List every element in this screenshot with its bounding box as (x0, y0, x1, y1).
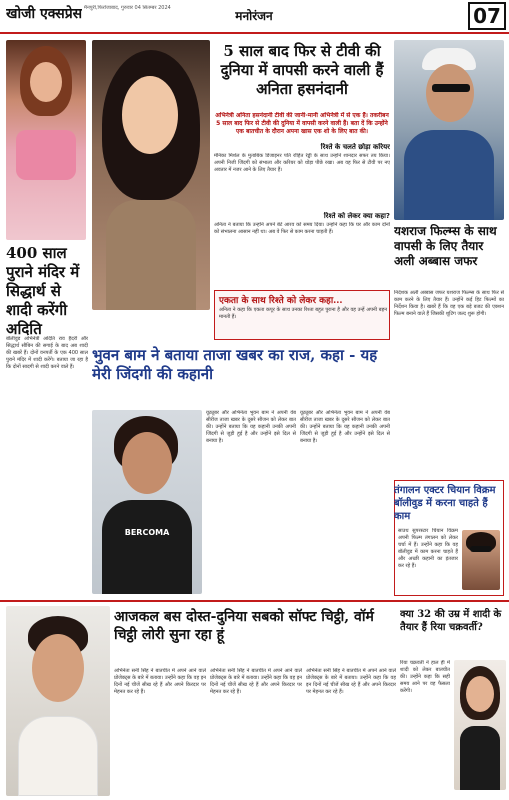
vikram-photo (462, 530, 500, 590)
sunny-photo (6, 606, 110, 796)
section-title: मनोरंजन (235, 9, 273, 23)
ali-abbas-headline: यशराज फिल्म्स के साथ वापसी के लिए तैयार अली अब्बास जफर (394, 224, 497, 268)
anita-photo (92, 40, 210, 310)
siddharth-body: बॉलीवुड अभिनेत्री अदिति राव हैदरी और सिद्धार्थ सौबिन की सगाई के बाद अब शादी की खबरें हैं। दोनों वनपर्ती के एक 400 साल पुराने मंदिर में शादी करेंगे। बताया जा रहा है कि दोनों सादगी से शादी करने वाले हैं। (6, 336, 88, 370)
anita-headline: 5 साल बाद फिर से टीवी की दुनिया में वापसी करने वाली हैं अनिता हसनंदानी (220, 42, 384, 98)
bhuvan-body-col2: यूट्यूबर और अभिनेता भुवन बाम ने अपनी वेब सीरीज ताजा खबर के दूसरे सीजन को लेकर बात की। उन्होंने बताया कि यह कहानी उनकी अपनी जिंदगी से जुड़ी हुई है और उन्होंने इसे दिल से बनाया है। (300, 410, 390, 444)
sunny-body-col3: अभिनेता सनी सिंह ने बातचीत में अपने आने वाले प्रोजेक्ट्स के बारे में बताया। उन्होंने कहा कि वह इन दिनों नई चीजें सीख रहे हैं और अपने किरदार पर मेहनत कर रहे हैं। (306, 668, 396, 695)
siddharth-headline: 400 साल पुराने मंदिर में सिद्धार्थ से शादी करेंगी अदिति (6, 244, 80, 338)
anita-body-1: मेनिका मिशेल के मुताबिक डिजाइनर पति रोहित रेड्डी के साथ उन्होंने शानदार सफर तय किया। अपनी निजी जिंदगी को संभाला और करियर को थोड़ा पीछे रखा। अब वह फिर से टीवी पर नए अवतार में नजर आने के लिए तैयार हैं। (214, 153, 390, 173)
anita-subhead-2: रिश्ते को लेकर क्या कहा? (323, 212, 390, 220)
sunny-body-col2: अभिनेता सनी सिंह ने बातचीत में अपने आने वाले प्रोजेक्ट्स के बारे में बताया। उन्होंने कहा कि वह इन दिनों नई चीजें सीख रहे हैं और अपने किरदार पर मेहनत कर रहे हैं। (210, 668, 302, 695)
anita-body-2: अनिता ने बताया कि उन्होंने अपने बेटे आरव को समय दिया। उन्होंने कहा कि घर और काम दोनों को संभालना आसान नहीं था। अब वे फिर से काम करना चाहती हैं। (214, 222, 390, 235)
rhea-photo (454, 660, 506, 790)
vikram-body: साउथ सुपरस्टार चियान विक्रम अपनी फिल्म तंगालन को लेकर चर्चा में हैं। उन्होंने कहा कि वह बॉलीवुड में काम करना चाहते हैं और अच्छी कहानी का इंतजार कर रहे हैं। (398, 528, 458, 569)
ekta-box-body: अनिता ने कहा कि एकता कपूर के साथ उनका रिश्ता बहुत पुराना है और वह उन्हें अपनी बहन मानती हैं। (219, 307, 387, 320)
sunny-body: अभिनेता सनी सिंह ने बातचीत में अपने आने वाले प्रोजेक्ट्स के बारे में बताया। उन्होंने कहा कि वह इन दिनों नई चीजें सीख रहे हैं और अपने किरदार पर मेहनत कर रहे हैं। (114, 668, 206, 695)
aditi-photo (6, 40, 86, 240)
anita-subhead-1: रिश्ते के चलते छोड़ा करियर (320, 143, 390, 151)
rhea-headline: क्या 32 की उम्र में शादी के तैयार हैं रिया चक्रवर्ती? (400, 609, 502, 633)
masthead: खोजी एक्सप्रेस (6, 6, 83, 22)
bhuvan-shirt-text: BERCOMA (124, 528, 170, 537)
anita-lead: अभिनेत्री अनिता हसनंदानी टीवी की जानी-मानी अभिनेत्री में से एक हैं। तकरीबन 5 साल बाद फिर से टीवी की दुनिया में वापसी करने वाली हैं। बता दें कि उन्होंने एक बातचीत के दौरान अपना खास एक शो के लिए बात की। (215, 112, 389, 135)
sunny-headline: आजकल बस दोस्त-दुनिया सबको सॉफ्ट चिट्ठी, वॉर्म चिट्ठी लोरी सुना रहा हूं (114, 609, 374, 643)
rhea-body: रिया चक्रवर्ती ने हाल ही में शादी को लेकर बातचीत की। उन्होंने कहा कि सही समय आने पर वह फैसला करेंगी। (400, 660, 450, 694)
bhuvan-photo (92, 410, 202, 594)
page-number: 07 (468, 2, 506, 30)
ekta-box-title: एकता के साथ रिश्ते को लेकर कहा... (219, 296, 343, 306)
ali-abbas-body: निर्देशक अली अब्बास जफर यशराज फिल्म्स के साथ फिर से काम करने के लिए तैयार हैं। उन्होंने कई हिट फिल्मों का निर्देशन किया है। खबरें हैं कि वह एक बड़े बजट की एक्शन फिल्म बनाने वाले हैं जिसकी शूटिंग जल्द शुरू होगी। (394, 290, 504, 317)
vikram-headline: तंगालन एक्टर चियान विक्रम बॉलीवुड में करना चाहते हैं काम (394, 485, 496, 522)
section-divider (0, 600, 509, 602)
ali-abbas-photo (394, 40, 504, 220)
bhuvan-headline: भुवन बाम ने बताया ताजा खबर का राज, कहा - यह मेरी जिंदगी की कहानी (92, 346, 378, 383)
bhuvan-body: यूट्यूबर और अभिनेता भुवन बाम ने अपनी वेब सीरीज ताजा खबर के दूसरे सीजन को लेकर बात की। उन्होंने बताया कि यह कहानी उनकी अपनी जिंदगी से जुड़ी हुई है और उन्होंने इसे दिल से बनाया है। (206, 410, 296, 444)
ekta-box (214, 290, 390, 340)
dateline: मैनपुरी,फिरोजाबाद, गुरुवार 04 सितम्बर 2024 (84, 5, 171, 11)
